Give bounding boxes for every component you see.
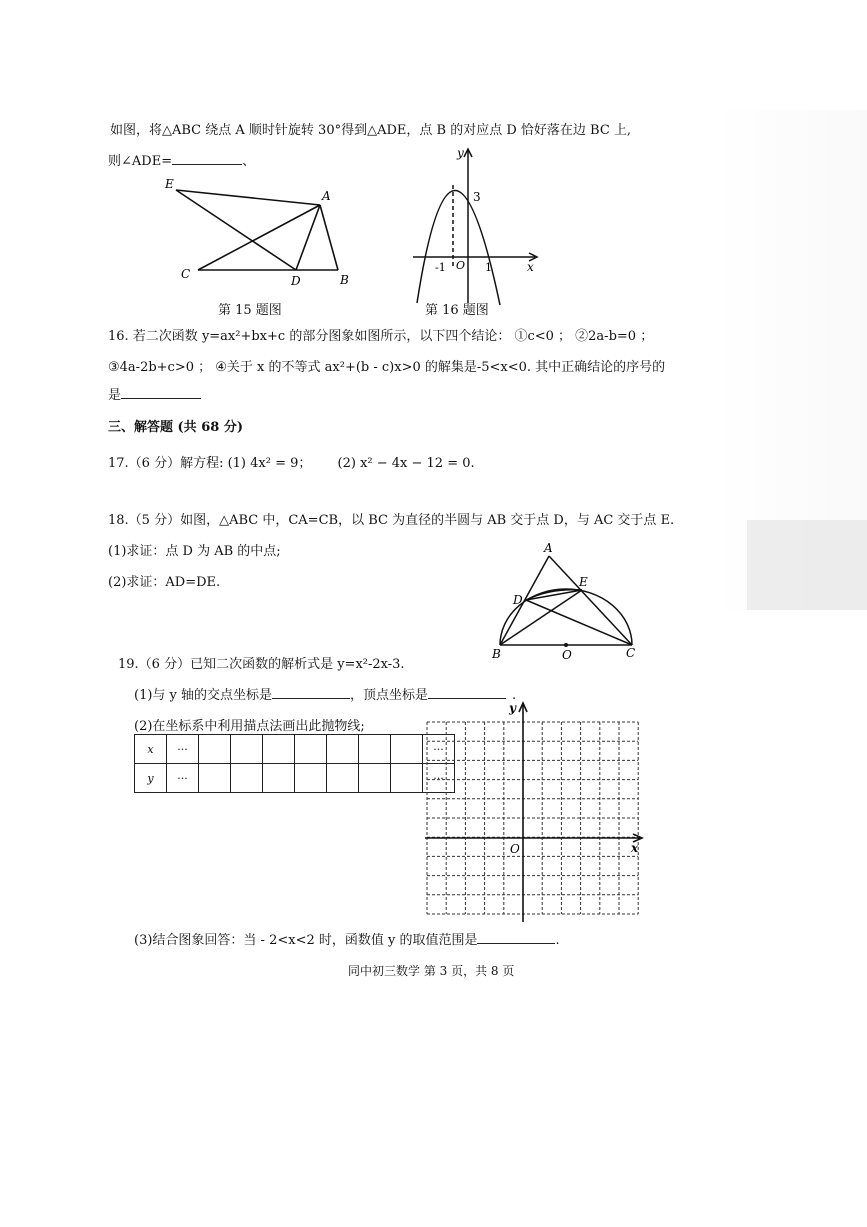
q18-figure bbox=[490, 540, 645, 665]
q19-part2: (2)在坐标系中利用描点法画出此抛物线; bbox=[134, 719, 365, 734]
q19-part1-label: (1)与 y 轴的交点坐标是 bbox=[134, 688, 273, 703]
table-cell bbox=[295, 764, 327, 793]
label-d: D bbox=[291, 274, 301, 288]
edge-ea bbox=[176, 190, 320, 205]
minus-one-label: -1 bbox=[435, 261, 446, 274]
page-footer: 同中初三数学 第 3 页，共 8 页 bbox=[348, 964, 515, 978]
label-b: B bbox=[492, 647, 501, 661]
edge-ed bbox=[176, 190, 296, 270]
q16-line1: 16. 若二次函数 y=ax²+bx+c 的部分图象如图所示，以下四个结论： ①c<0 ； ②2a-b=0 ； bbox=[108, 329, 654, 344]
q17-part2: (2) x² − 4x − 12 = 0. bbox=[337, 456, 475, 471]
q18-line1: 18.（5 分）如图，△ABC 中，CA=CB，以 BC 为直径的半圆与 AB 交于点 D，与 AC 交于点 E. bbox=[108, 513, 675, 528]
table-cell bbox=[295, 735, 327, 764]
q19-blank-vertex bbox=[428, 686, 506, 699]
q15-text: 如图，将△ABC 绕点 A 顺时针旋转 30°得到△ADE，点 B 的对应点 D 恰好落在边 BC 上, bbox=[110, 123, 632, 138]
label-a: A bbox=[544, 541, 553, 555]
x-axis-label: x bbox=[527, 260, 534, 274]
label-c: C bbox=[626, 646, 636, 660]
parabola-curve bbox=[417, 190, 500, 305]
q15-angle-label: 则∠ADE= bbox=[108, 154, 173, 169]
q18-part1: (1)求证：点 D 为 AB 的中点; bbox=[108, 544, 281, 559]
coordinate-grid bbox=[415, 700, 650, 925]
label-e: E bbox=[579, 575, 588, 589]
origin-label: O bbox=[456, 259, 466, 272]
table-cell bbox=[199, 735, 231, 764]
q15-line2 bbox=[108, 150, 255, 169]
q19-blank-intercept bbox=[272, 686, 350, 699]
table-row-y bbox=[135, 764, 455, 793]
q15-figure bbox=[160, 170, 360, 300]
label-a: A bbox=[322, 189, 331, 203]
q17-line bbox=[108, 452, 475, 471]
segment-ab bbox=[500, 556, 549, 645]
edge-ad bbox=[296, 205, 320, 270]
table-cell: ··· bbox=[423, 764, 455, 793]
q19-part1-vertex-label: ，顶点坐标是 bbox=[350, 688, 429, 703]
q17-part1: 17.（6 分）解方程: (1) 4x² = 9； bbox=[108, 456, 312, 471]
y-axis-label: y bbox=[457, 146, 464, 160]
q16-line2: ③4a-2b+c>0 ； ④关于 x 的不等式 ax²+(b - c)x>0 的解集是-5<x<0. 其中正确结论的序号的 bbox=[108, 360, 666, 375]
dashed-gridlines bbox=[427, 722, 638, 914]
q15-answer-blank bbox=[172, 152, 242, 165]
table-cell bbox=[199, 764, 231, 793]
q16-figure bbox=[405, 145, 550, 305]
q16-answer-blank bbox=[121, 386, 201, 399]
q19-blank-range bbox=[477, 931, 555, 944]
q18-part2: (2)求证：AD=DE. bbox=[108, 575, 221, 590]
label-d: D bbox=[513, 593, 523, 607]
table-cell: ··· bbox=[167, 764, 199, 793]
q19-part3-label: (3)结合图象回答：当 - 2<x<2 时，函数值 y 的取值范围是 bbox=[134, 933, 478, 948]
segment-ac bbox=[549, 556, 632, 645]
table-cell bbox=[231, 735, 263, 764]
q16-line3-label: 是 bbox=[108, 388, 122, 403]
q19-part1-end: . bbox=[512, 688, 517, 703]
q15-figure-caption: 第 15 题图 bbox=[218, 303, 282, 318]
table-cell: ··· bbox=[167, 735, 199, 764]
label-o: O bbox=[562, 648, 572, 662]
one-label: 1 bbox=[485, 261, 492, 274]
table-cell bbox=[327, 735, 359, 764]
table-cell bbox=[359, 764, 391, 793]
table-row-x bbox=[135, 735, 455, 764]
table-cell bbox=[327, 764, 359, 793]
label-c: C bbox=[181, 267, 191, 281]
grid-x-label: x bbox=[631, 841, 639, 855]
table-header-x: x bbox=[135, 735, 167, 764]
q16-line3 bbox=[108, 384, 201, 403]
table-cell: ··· bbox=[423, 735, 455, 764]
grid-y-label: y bbox=[509, 701, 516, 715]
center-point bbox=[564, 643, 568, 647]
table-cell bbox=[231, 764, 263, 793]
table-header-y: y bbox=[135, 764, 167, 793]
grid-origin-label: O bbox=[510, 842, 520, 856]
q19-part3-end: . bbox=[555, 933, 560, 948]
q16-figure-caption: 第 16 题图 bbox=[425, 303, 489, 318]
value-table bbox=[134, 734, 455, 793]
label-b: B bbox=[340, 273, 349, 287]
section-heading: 三、解答题 (共 68 分) bbox=[108, 420, 243, 435]
q19-part3 bbox=[134, 929, 560, 948]
table-cell bbox=[359, 735, 391, 764]
q19-line1: 19.（6 分）已知二次函数的解析式是 y=x²-2x-3. bbox=[118, 657, 405, 672]
q15-line2-end: 、 bbox=[242, 154, 256, 169]
edge-ac bbox=[198, 205, 320, 270]
scan-edge-shading-lower bbox=[747, 520, 867, 610]
table-cell bbox=[263, 735, 295, 764]
edge-ab bbox=[320, 205, 338, 270]
table-cell bbox=[263, 764, 295, 793]
y-intercept-label: 3 bbox=[473, 190, 481, 204]
label-e: E bbox=[165, 177, 174, 191]
segment-dc bbox=[526, 600, 632, 645]
